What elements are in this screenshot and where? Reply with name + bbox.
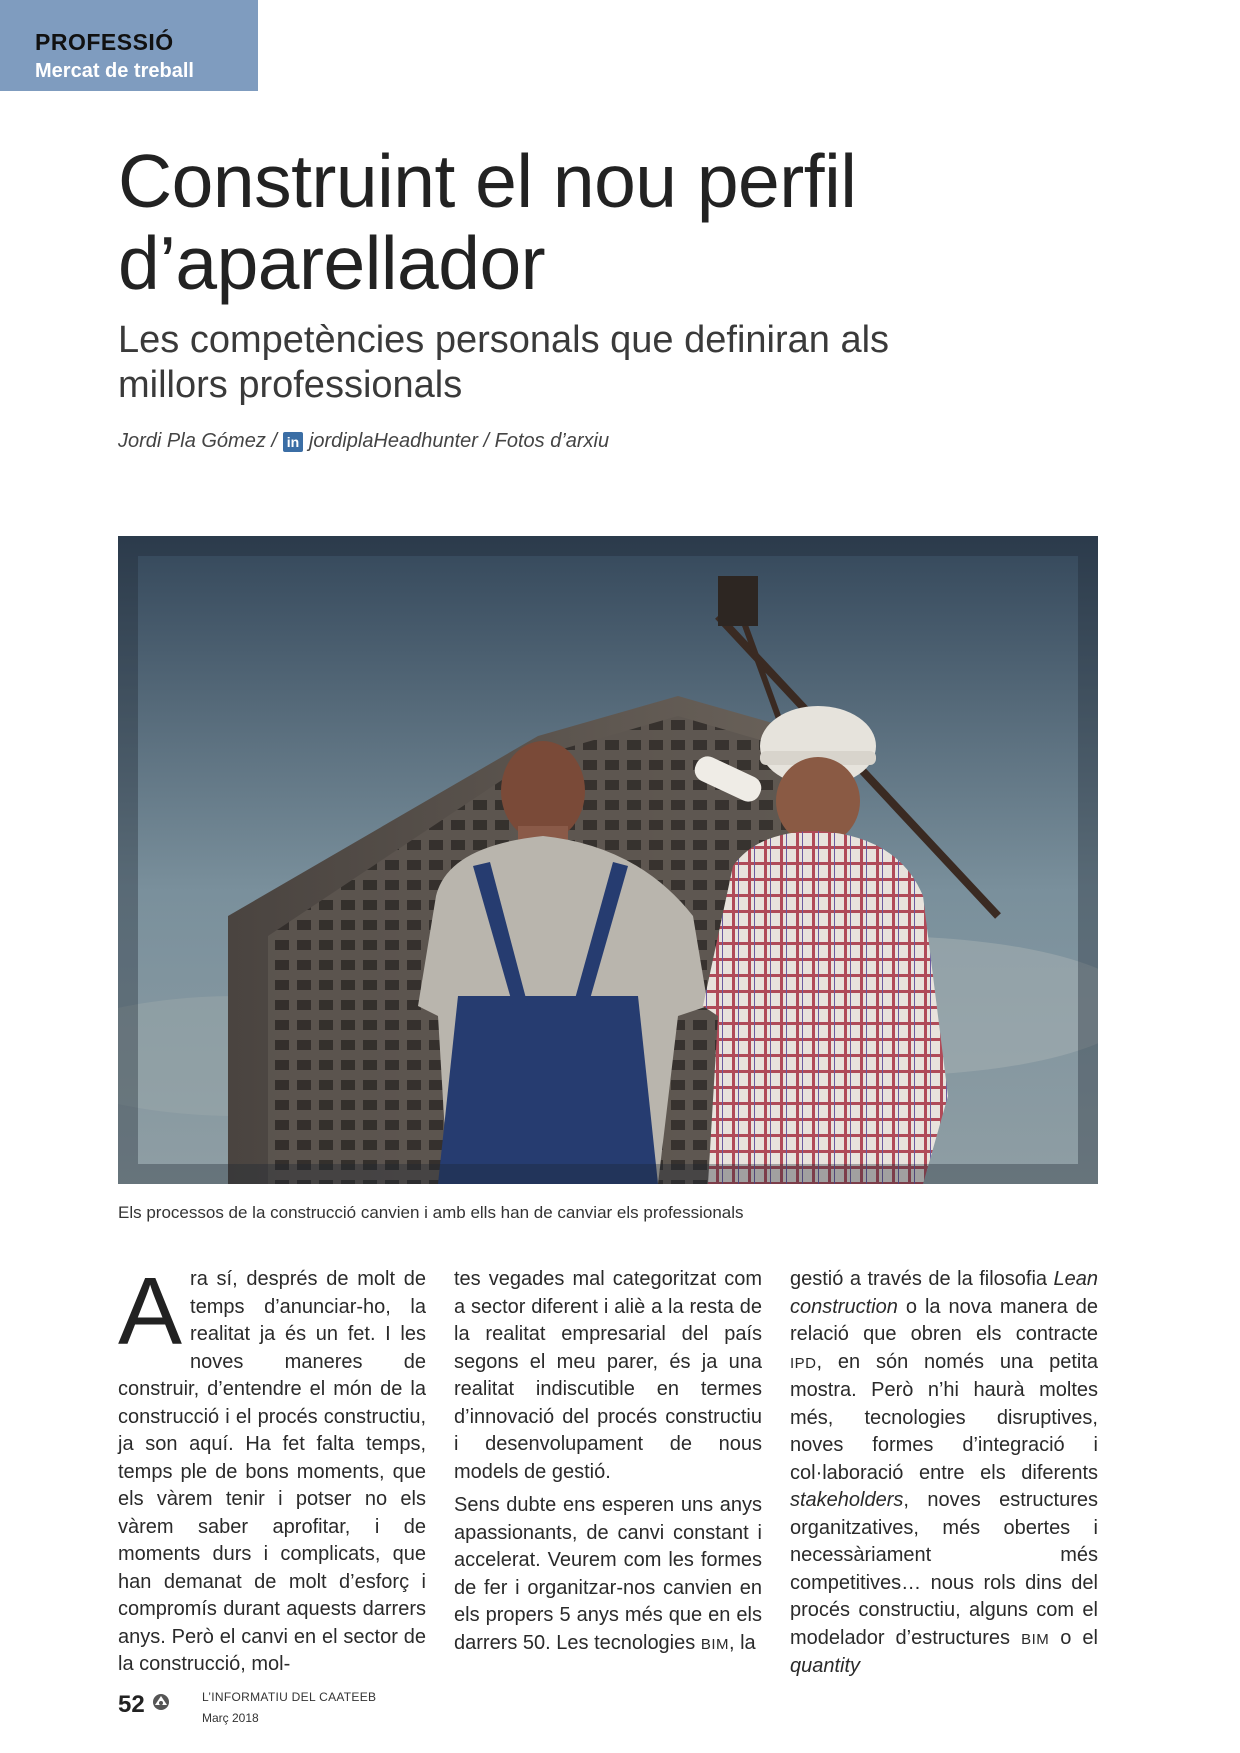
col3-text: , noves estructures organitzatives, més obertes i necessàriament més competitives… nous rols dins del procés constructiu, alguns com el modelador d’estructures bbox=[790, 1489, 1098, 1649]
subtitle-line-1: Les competències personals que definiran als bbox=[118, 319, 890, 361]
byline bbox=[118, 430, 609, 453]
body-column-2 bbox=[454, 1266, 762, 1664]
article-photo bbox=[118, 536, 1098, 1184]
col2-text-end: , la bbox=[728, 1631, 756, 1654]
article-subtitle bbox=[118, 318, 918, 408]
stakeholders-term: stakeholders bbox=[790, 1489, 904, 1511]
article-title bbox=[118, 140, 1118, 304]
construction-workers-illustration bbox=[118, 536, 1098, 1184]
publication-date: Març 2018 bbox=[202, 1711, 259, 1725]
title-line-2: d’aparellador bbox=[118, 221, 546, 305]
paragraph bbox=[454, 1492, 762, 1658]
publication-name: L’INFORMATIU DEL CAATEEB bbox=[202, 1690, 377, 1704]
paragraph: tes vegades mal categoritzat com a sector diferent i aliè a la resta de la realitat empresarial del país segons el meu parer, és ja una realitat indiscutible en termes d’innovació del procés constructiu i desenvolupament de nous models de gestió. bbox=[454, 1268, 762, 1483]
bim-term: BIM bbox=[1021, 1630, 1050, 1648]
paragraph bbox=[790, 1266, 1098, 1681]
col2-text: Sens dubte ens esperen uns anys apassionants, de canvi constant i accelerat. Veurem com les formes de fer i organitzar-nos canvien en els propers 5 anys més que en els darrers 50. Les tecnologies bbox=[454, 1494, 762, 1654]
byline-handle: jordiplaHeadhunter / Fotos d’arxiu bbox=[308, 430, 610, 452]
photo-caption: Els processos de la construcció canvien i amb ells han de canviar els professionals bbox=[118, 1203, 744, 1222]
section-tab bbox=[0, 0, 258, 91]
col3-text: o la nova manera de relació que obren els contracte bbox=[790, 1295, 1098, 1345]
col3-text: o el bbox=[1049, 1626, 1098, 1649]
title-line-1: Construint el nou perfil bbox=[118, 139, 857, 223]
lean-term: Lean construction bbox=[790, 1268, 1098, 1318]
caateeb-logo-icon bbox=[152, 1693, 170, 1711]
col3-text: , en són només una petita mostra. Però n’hi haurà moltes més, tecnologies disruptives, noves formes d’integració i col·laboració entre els diferents bbox=[790, 1350, 1098, 1484]
quantity-term: quantity bbox=[790, 1655, 861, 1677]
page-number: 52 bbox=[118, 1691, 145, 1718]
col1-text: ra sí, després de molt de temps d’anunciar-ho, la realitat ja és un fet. I les noves maneres de construir, d’entendre el món de la construcció i el procés constructiu, ja son aquí. Ha fet falta temps, temps ple de bons moments, que els vàrem tenir i potser no els vàrem saber aprofitar, i de moments durs i complicats, que han demanat de molt d’esforç i compromís durant aquests darrers anys. Però el canvi en el sector de la construcció, mol- bbox=[118, 1268, 426, 1675]
paragraph bbox=[118, 1258, 426, 1679]
subtitle-line-2: millors professionals bbox=[118, 364, 463, 406]
drop-cap: A bbox=[118, 1258, 183, 1365]
body-column-1 bbox=[118, 1258, 426, 1685]
section-label: PROFESSIÓ bbox=[35, 29, 174, 55]
ipd-term: IPD bbox=[790, 1354, 817, 1372]
body-column-3 bbox=[790, 1266, 1098, 1687]
bim-term: BIM bbox=[700, 1635, 729, 1653]
byline-author: Jordi Pla Gómez / bbox=[118, 430, 277, 452]
section-sublabel: Mercat de treball bbox=[35, 60, 194, 82]
col3-text: gestió a través de la filosofia bbox=[790, 1268, 1054, 1290]
linkedin-icon: in bbox=[283, 432, 303, 452]
